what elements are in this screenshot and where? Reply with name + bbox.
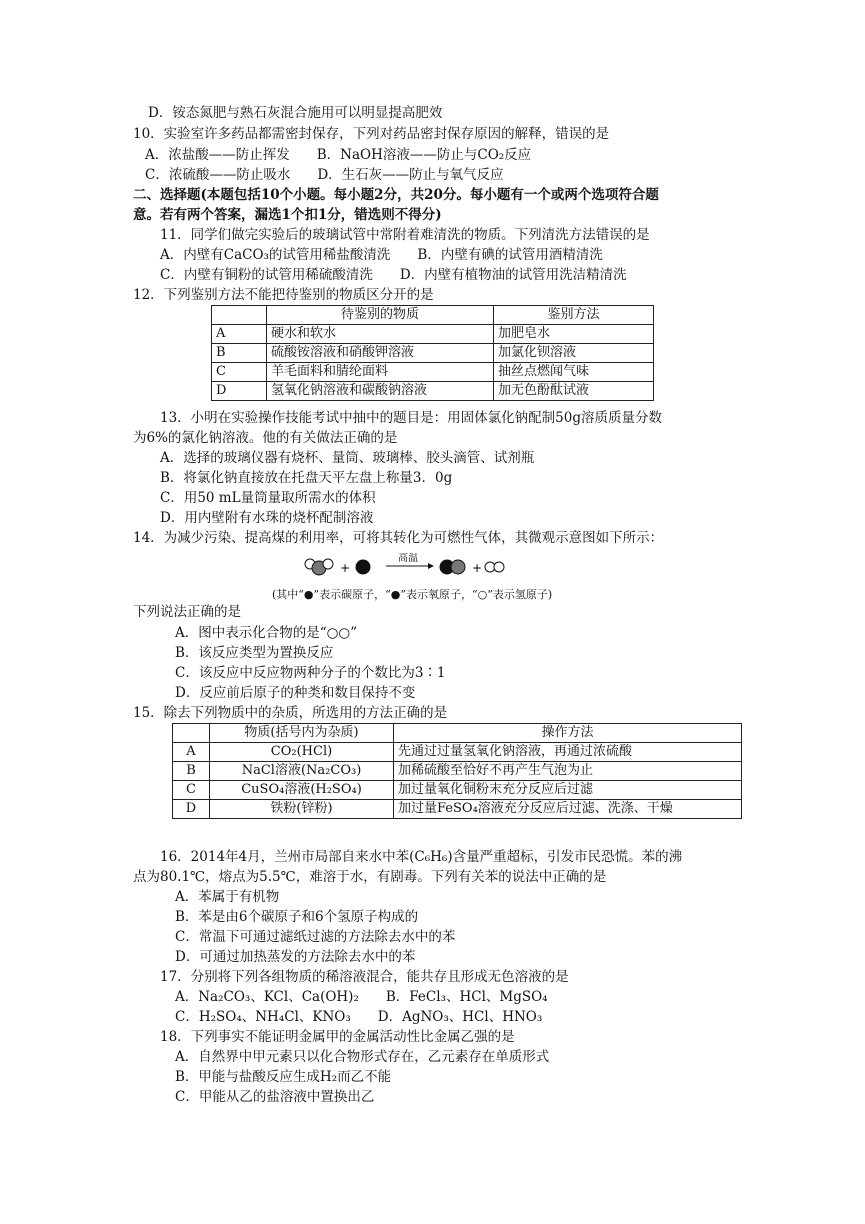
- table-cell: 物质(括号内为杂质): [210, 724, 394, 743]
- table-row: [173, 743, 742, 762]
- q11-options-ab: A．内壁有CaCO₃的试管用稀盐酸清洗 B．内壁有碘的试管用酒精清洗: [160, 247, 603, 263]
- table-cell: D: [173, 800, 210, 819]
- table-cell: C: [212, 363, 267, 382]
- table-cell: D: [212, 382, 267, 401]
- table-row: [212, 344, 654, 363]
- q13-option-b: B．将氯化钠直接放在托盘天平左盘上称量3．0g: [160, 470, 453, 486]
- table-cell: NaCl溶液(Na₂CO₃): [210, 762, 394, 781]
- reaction-svg: [300, 553, 600, 583]
- table-cell: A: [212, 325, 267, 344]
- table-row: [173, 800, 742, 819]
- q15-stem: 15．除去下列物质中的杂质，所选用的方法正确的是: [133, 705, 448, 721]
- table-cell: 加过量氧化铜粉末充分反应后过滤: [394, 781, 742, 800]
- table-row: [212, 363, 654, 382]
- q14-stem: 14．为减少污染、提高煤的利用率，可将其转化为可燃性气体，其微观示意图如下所示：: [133, 530, 664, 546]
- water-molecule-icon: [305, 559, 333, 575]
- table-header-row: [212, 306, 654, 325]
- q10-options-ab: A．浓盐酸——防止挥发 B．NaOH溶液——防止与CO₂反应: [145, 147, 532, 163]
- q14-prompt: 下列说法正确的是: [133, 604, 241, 620]
- q18-option-b: B．甲能与盐酸反应生成H₂而乙不能: [175, 1069, 392, 1085]
- q18-option-a: A．自然界中甲元素只以化合物形式存在，乙元素存在单质形式: [175, 1049, 550, 1065]
- q14-option-d: D．反应前后原子的种类和数目保持不变: [175, 685, 416, 701]
- co-molecule-icon: [440, 560, 466, 575]
- diagram-legend: (其中“●”表示碳原子，“●”表示氧原子，“○”表示氢原子): [272, 588, 553, 601]
- q17-stem: 17．分别将下列各组物质的稀溶液混合，能共存且形成无色溶液的是: [160, 969, 569, 985]
- table-cell: B: [212, 344, 267, 363]
- table-cell: 鉴别方法: [494, 306, 654, 325]
- table-cell: 操作方法: [394, 724, 742, 743]
- q17-options-cd: C．H₂SO₄、NH₄Cl、KNO₃ D．AgNO₃、HCl、HNO₃: [175, 1009, 543, 1025]
- q9-option-d: D．铵态氮肥与熟石灰混合施用可以明显提高肥效: [148, 105, 443, 121]
- q13-stem: 13．小明在实验操作技能考试中抽中的题目是：用固体氯化钠配制50g溶质质量分数: [160, 410, 662, 426]
- q16-stem-cont: 点为80.1℃，熔点为5.5℃，难溶于水，有剧毒。下列有关苯的说法中正确的是: [133, 869, 607, 885]
- q16-option-d: D．可通过加热蒸发的方法除去水中的苯: [175, 949, 416, 965]
- q10-stem: 10．实验室许多药品都需密封保存，下列对药品密封保存原因的解释，错误的是: [133, 126, 610, 142]
- table-cell: 加肥皂水: [494, 325, 654, 344]
- q14-option-a: A．图中表示化合物的是“○○”: [175, 625, 358, 641]
- q13-option-d: D．用内壁附有水珠的烧杯配制溶液: [160, 510, 374, 526]
- table-cell: C: [173, 781, 210, 800]
- plus-sign: +: [472, 561, 483, 575]
- table-cell: 加过量FeSO₄溶液充分反应后过滤、洗涤、干燥: [394, 800, 742, 819]
- q16-option-a: A．苯属于有机物: [175, 889, 280, 905]
- table-cell: 加氯化钡溶液: [494, 344, 654, 363]
- table-header-row: [173, 724, 742, 743]
- q13-option-a: A．选择的玻璃仪器有烧杯、量筒、玻璃棒、胶头滴管、试剂瓶: [160, 450, 535, 466]
- table-cell: 抽丝点燃闻气味: [494, 363, 654, 382]
- table-cell: 加无色酚酞试液: [494, 382, 654, 401]
- h2-molecule-icon: [485, 562, 504, 572]
- table-cell: 硬水和软水: [267, 325, 494, 344]
- table-row: [173, 762, 742, 781]
- q13-option-c: C．用50 mL量筒量取所需水的体积: [160, 490, 376, 506]
- q16-stem: 16．2014年4月，兰州市局部自来水中苯(C₆H₆)含量严重超标，引发市民恐慌。苯的沸: [160, 849, 683, 865]
- table-cell: 氢氧化钠溶液和碳酸钠溶液: [267, 382, 494, 401]
- q17-options-ab: A．Na₂CO₃、KCl、Ca(OH)₂ B．FeCl₃、HCl、MgSO₄: [175, 989, 548, 1005]
- section-2-heading: 二、选择题(本题包括10个小题。每小题2分，共20分。每小题有一个或两个选项符合题: [133, 187, 659, 203]
- table-cell: CuSO₄溶液(H₂SO₄): [210, 781, 394, 800]
- table-row: [173, 781, 742, 800]
- section-2-heading-cont: 意。若有两个答案，漏选1个扣1分，错选则不得分): [133, 207, 442, 223]
- q10-options-cd: C．浓硫酸——防止吸水 D．生石灰——防止与氧气反应: [145, 167, 504, 183]
- table-cell: [212, 306, 267, 325]
- arrow-head-icon: [428, 563, 434, 569]
- q18-option-c: C．甲能从乙的盐溶液中置换出乙: [175, 1089, 375, 1105]
- q16-option-b: B．苯是由6个碳原子和6个氢原子构成的: [175, 909, 419, 925]
- q16-option-c: C．常温下可通过滤纸过滤的方法除去水中的苯: [175, 929, 456, 945]
- q13-stem-cont: 为6%的氯化钠溶液。他的有关做法正确的是: [133, 430, 398, 446]
- table-cell: 加稀硫酸至恰好不再产生气泡为止: [394, 762, 742, 781]
- table-row: [212, 382, 654, 401]
- table-cell: 先通过过量氢氧化钠溶液，再通过浓硫酸: [394, 743, 742, 762]
- q18-stem: 18．下列事实不能证明金属甲的金属活动性比金属乙强的是: [160, 1029, 515, 1045]
- q12-stem: 12．下列鉴别方法不能把待鉴别的物质区分开的是: [133, 287, 434, 303]
- q11-options-cd: C．内壁有铜粉的试管用稀硫酸清洗 D．内壁有植物油的试管用洗洁精清洗: [160, 267, 627, 283]
- table-row: [212, 325, 654, 344]
- table-cell: CO₂(HCl): [210, 743, 394, 762]
- q11-stem: 11．同学们做完实验后的玻璃试管中常附着难清洗的物质。下列清洗方法错误的是: [160, 227, 650, 243]
- q12-table: [211, 305, 654, 401]
- table-cell: 铁粉(锌粉): [210, 800, 394, 819]
- arrow-label: 高温: [398, 553, 418, 564]
- q14-option-c: C．该反应中反应物两种分子的个数比为3∶1: [175, 665, 446, 681]
- table-cell: B: [173, 762, 210, 781]
- table-cell: 硫酸铵溶液和硝酸钾溶液: [267, 344, 494, 363]
- table-cell: 羊毛面料和腈纶面料: [267, 363, 494, 382]
- table-cell: A: [173, 743, 210, 762]
- table-cell: [173, 724, 210, 743]
- carbon-atom-icon: [356, 560, 371, 575]
- plus-sign: +: [340, 561, 351, 575]
- q15-table: [172, 723, 742, 819]
- q14-option-b: B．该反应类型为置换反应: [175, 645, 334, 661]
- table-cell: 待鉴别的物质: [267, 306, 494, 325]
